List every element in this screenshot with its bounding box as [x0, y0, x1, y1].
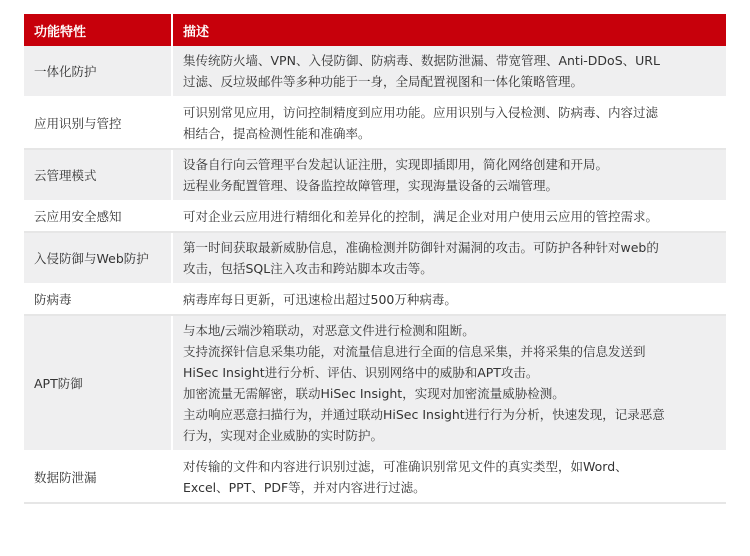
- description-line: 可对企业云应用进行精细化和差异化的控制，满足企业对用户使用云应用的管控需求。: [183, 209, 659, 224]
- description-cell: [172, 451, 726, 503]
- description-line: 集传统防火墙、VPN、入侵防御、防病毒、数据防泄漏、带宽管理、Anti-DDoS、URL: [183, 53, 660, 68]
- table-row: [24, 284, 726, 315]
- description-line: Excel、PPT、PDF等，并对内容进行过滤。: [183, 480, 426, 495]
- description-line: 加密流量无需解密，联动HiSec Insight，实现对加密流量威胁检测。: [183, 386, 565, 401]
- description-line: 远程业务配置管理、设备监控故障管理，实现海量设备的云端管理。: [183, 178, 559, 193]
- description-line: 主动响应恶意扫描行为，并通过联动HiSec Insight进行行为分析，快速发现，记录恶意: [183, 407, 665, 422]
- feature-cell: 云管理模式: [24, 149, 172, 201]
- feature-cell: 数据防泄漏: [24, 451, 172, 503]
- description-line: 相结合，提高检测性能和准确率。: [183, 126, 371, 141]
- description-line: 与本地/云端沙箱联动，对恶意文件进行检测和阻断。: [183, 323, 475, 338]
- feature-cell: 一体化防护: [24, 46, 172, 97]
- description-line: 过滤、反垃圾邮件等多种功能于一身，全局配置视图和一体化策略管理。: [183, 74, 584, 89]
- header-description: 描述: [172, 14, 726, 46]
- description-line: HiSec Insight进行分析、评估、识别网络中的威胁和APT攻击。: [183, 365, 539, 380]
- description-line: 攻击，包括SQL注入攻击和跨站脚本攻击等。: [183, 261, 433, 276]
- feature-cell: APT防御: [24, 315, 172, 451]
- feature-cell: 入侵防御与Web防护: [24, 232, 172, 284]
- description-line: 对传输的文件和内容进行识别过滤，可准确识别常见文件的真实类型，如Word、: [183, 459, 628, 474]
- description-line: 第一时间获取最新威胁信息，准确检测并防御针对漏洞的攻击。可防护各种针对web的: [183, 240, 659, 255]
- feature-cell: 云应用安全感知: [24, 201, 172, 232]
- description-cell: [172, 315, 726, 451]
- table-body: [24, 46, 726, 503]
- table-row: [24, 149, 726, 201]
- description-cell: [172, 46, 726, 97]
- description-line: 行为，实现对企业威胁的实时防护。: [183, 428, 384, 443]
- feature-cell: 防病毒: [24, 284, 172, 315]
- description-line: 可识别常见应用，访问控制精度到应用功能。应用识别与入侵检测、防病毒、内容过滤: [183, 105, 659, 120]
- table-header-row: [24, 14, 726, 46]
- description-cell: [172, 284, 726, 315]
- description-line: 支持流探针信息采集功能，对流量信息进行全面的信息采集，并将采集的信息发送到: [183, 344, 646, 359]
- description-cell: [172, 201, 726, 232]
- feature-table: [24, 14, 726, 504]
- table-row: [24, 46, 726, 97]
- table-row: [24, 201, 726, 232]
- header-feature: 功能特性: [24, 14, 172, 46]
- table-row: [24, 315, 726, 451]
- table-row: [24, 97, 726, 149]
- table-row: [24, 232, 726, 284]
- description-cell: [172, 97, 726, 149]
- feature-cell: 应用识别与管控: [24, 97, 172, 149]
- description-line: 病毒库每日更新，可迅速检出超过500万种病毒。: [183, 292, 457, 307]
- description-cell: [172, 149, 726, 201]
- description-cell: [172, 232, 726, 284]
- table-row: [24, 451, 726, 503]
- description-line: 设备自行向云管理平台发起认证注册，实现即插即用，简化网络创建和开局。: [183, 157, 609, 172]
